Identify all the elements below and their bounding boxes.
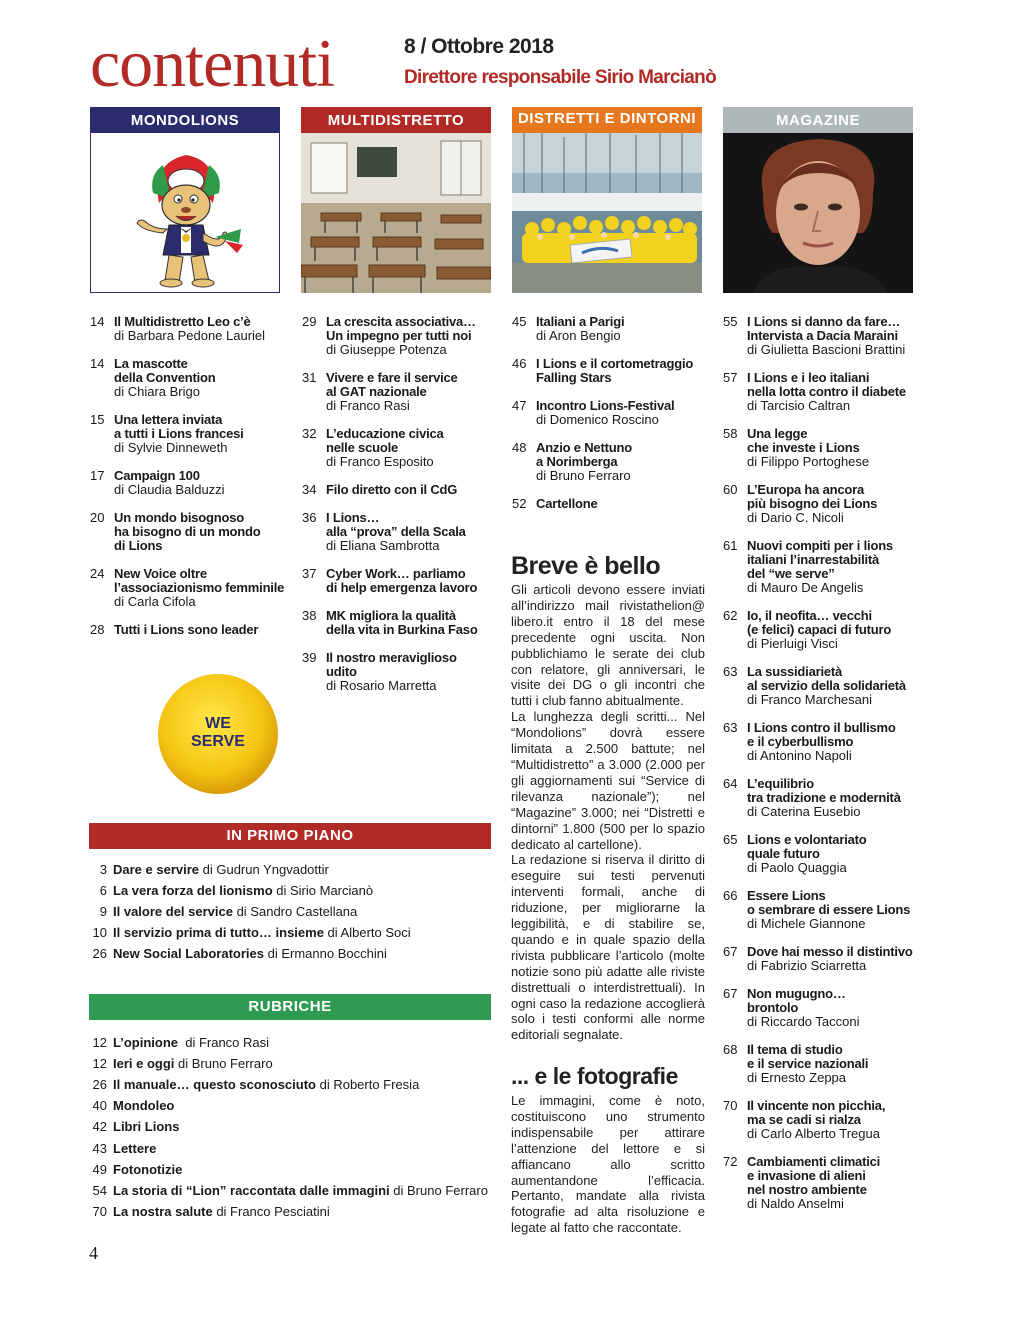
toc-page-number: 37 [302,566,317,581]
toc-article-title: Non mugugno… brontolo [747,986,846,1015]
breve-paragraph: La lunghezza degli scritti... Nel “Mondolions” dovrà essere limitata a 2.500 battute; nel “Multidistretto” a 3.000 (2.000 per gli aggiornamenti sui “Service di rilevanza nazionale”); nel “Magazine” 3.000; nei “Distretti e dintorni” 1.800 (500 per lo spazio dedicato al cartellone). [511,709,705,852]
toc-page-number: 63 [723,664,738,679]
toc-article-title: Nuovi compiti per i lions italiani l’inarrestabilità del “we serve” [747,538,893,581]
toc-page-number: 9 [99,904,107,919]
toc-page-number: 43 [92,1140,107,1156]
toc-item [512,357,717,385]
toc-item [723,945,928,973]
toc-multidistretto [302,315,507,707]
toc-item [302,427,507,469]
toc-article-title: Filo diretto con il CdG [326,482,458,497]
toc-article-title: I Lions contro il bullismo e il cyberbullismo [747,720,896,749]
toc-page-number: 55 [723,314,738,329]
toc-article-title: La sussidiarietà al servizio della solidarietà [747,664,906,693]
toc-article-title: Io, il neofita… vecchi (e felici) capaci di futuro [747,608,892,637]
toc-page-number: 26 [92,946,107,961]
toc-article-author: di Fabrizio Sciarretta [747,958,867,973]
toc-page-number: 72 [723,1154,738,1169]
toc-article-author: di Giulietta Bascioni Brattini [747,342,906,357]
editor-in-chief: Direttore responsabile Sirio Marcianò [404,67,716,88]
breve-paragraph: La redazione si riserva il diritto di eseguire sui testi pervenuti interventi formali, anche di riduzione, per migliorarne la leggibilità, e di stabilire se, quando e in quale spazio della rivista pubblicare l’articolo (molte notizie sono più adatte alle riviste distrettuali o interdistrettuali). In ogni caso la redazione accoglierà solo i testi conformi alle norme editoriali segnalate. [511,852,705,1043]
toc-article-author: di Alberto Soci [323,925,411,940]
page-number: 4 [89,1243,98,1263]
toc-item [90,357,295,399]
toc-article-title: Il nostro meraviglioso udito [326,650,457,679]
we-serve-badge [157,673,279,795]
toc-article-author: di Tarcisio Caltran [747,398,851,413]
toc-article-author: di Franco Rasi [326,398,410,413]
toc-page-number: 20 [90,510,105,525]
toc-article-title: Il manuale… questo sconosciuto [113,1077,316,1093]
toc-article-author: di Naldo Anselmi [747,1196,844,1211]
toc-row [89,1120,509,1140]
toc-row [89,1036,509,1056]
toc-page-number: 63 [723,720,738,735]
toc-item [302,483,507,497]
toc-page-number: 14 [90,356,105,371]
toc-article-title: New Social Laboratories [113,946,264,961]
toc-row [89,1205,509,1225]
lion-mascot-image [90,133,280,293]
toc-page-number: 60 [723,482,738,497]
toc-article-title: I Lions si danno da fare… Intervista a Dacia Maraini [747,314,901,343]
toc-item [302,567,507,595]
toc-article-title: Una legge che investe i Lions [747,426,860,455]
toc-article-title: I Lions e il cortometraggio Falling Stars [536,356,694,385]
toc-page-number: 67 [723,986,738,1001]
toc-row [89,884,509,904]
toc-item [302,651,507,693]
toc-article-title: Incontro Lions-Festival [536,398,675,413]
toc-article-title: L’opinione [113,1035,178,1050]
toc-article-title: Ieri e oggi [113,1056,175,1072]
toc-article-author: di Eliana Sambrotta [326,538,440,553]
toc-distretti [512,315,717,525]
foto-body [511,1093,705,1236]
toc-article-author: di Aron Bengio [536,328,621,343]
toc-article-title: La storia di “Lion” raccontata dalle immagini [113,1182,390,1198]
toc-article-author: di Antonino Napoli [747,748,852,763]
toc-article-title: La crescita associativa… Un impegno per tutti noi [326,314,476,343]
toc-page-number: 70 [92,1203,107,1219]
breve-title: Breve è bello [511,552,661,580]
toc-page-number: 38 [302,608,317,623]
toc-page-number: 29 [302,314,317,329]
toc-article-author: di Caterina Eusebio [747,804,861,819]
toc-item [512,315,717,343]
toc-page-number: 57 [723,370,738,385]
toc-page-number: 14 [90,314,105,329]
toc-row [89,947,509,967]
toc-page-number: 49 [92,1161,107,1177]
toc-row [89,1163,509,1183]
toc-item [723,1099,928,1141]
toc-item [723,371,928,413]
breve-paragraph: Gli articoli devono essere inviati all’indirizzo mail rivistathelion@ libero.it entro il 18 del mese precedente ogni uscita. Non pubblichiamo le serate dei club con relatore, gli anniversari, le visite dei DG o gli incontri che tutti i club fanno abitualmente. [511,582,705,709]
toc-article-author: di Franco Pesciatini [212,1203,330,1219]
toc-item [302,315,507,357]
toc-row [89,1142,509,1162]
toc-article-title: Lettere [113,1140,157,1156]
toc-item [302,371,507,413]
page-title: contenuti [90,25,335,101]
toc-article-title: Il Multidistretto Leo c’è [114,314,251,329]
toc-article-title: Cartellone [536,496,598,511]
toc-article-author: di Bruno Ferraro [174,1056,273,1072]
toc-item [512,497,717,511]
toc-article-title: L’educazione civica nelle scuole [326,426,444,455]
toc-page-number: 61 [723,538,738,553]
toc-page-number: 67 [723,944,738,959]
toc-article-title: Tutti i Lions sono leader [114,622,259,637]
toc-article-author: di Claudia Balduzzi [114,482,225,497]
toc-item [723,833,928,875]
toc-page-number: 46 [512,356,527,371]
toc-page-number: 26 [92,1077,107,1093]
toc-item [723,987,928,1029]
toc-item [723,1155,928,1211]
toc-item [723,1043,928,1085]
toc-article-author: di Barbara Pedone Lauriel [114,328,266,343]
toc-page-number: 58 [723,426,738,441]
section-header-mondolions: MONDOLIONS [90,107,280,133]
toc-article-author: di Dario C. Nicoli [747,510,844,525]
toc-article-title: Un mondo bisognoso ha bisogno di un mondo di Lions [114,510,261,553]
toc-item [90,567,295,609]
toc-page-number: 70 [723,1098,738,1113]
toc-article-title: Lions e volontariato quale futuro [747,832,867,861]
toc-article-author: di Sandro Castellana [232,904,358,919]
toc-article-author: di Pierluigi Visci [747,636,838,651]
toc-article-title: La nostra salute [113,1203,213,1219]
toc-page-number: 48 [512,440,527,455]
toc-page-number: 12 [92,1056,107,1072]
toc-page-number: 34 [302,482,317,497]
toc-item [723,609,928,651]
breve-body [511,582,705,1043]
portrait-photo [723,133,913,293]
foto-title: ... e le fotografie [511,1063,678,1089]
toc-page-number: 6 [99,883,107,898]
toc-page-number: 47 [512,398,527,413]
toc-item [723,777,928,819]
toc-article-author: di Mauro De Angelis [747,580,864,595]
toc-row [89,1099,509,1119]
toc-article-title: Mondoleo [113,1098,175,1114]
toc-article-author: di Domenico Roscino [536,412,659,427]
toc-row [89,863,509,883]
toc-item [512,399,717,427]
toc-article-title: L’equilibrio tra tradizione e modernità [747,776,901,805]
section-header-magazine: MAGAZINE [723,107,913,133]
toc-article-author: di Michele Giannone [747,916,866,931]
toc-page-number: 65 [723,832,738,847]
toc-article-author: di Riccardo Tacconi [747,1014,860,1029]
toc-page-number: 42 [92,1119,107,1135]
toc-page-number: 40 [92,1098,107,1114]
toc-article-title: I Lions e i leo italiani nella lotta contro il diabete [747,370,906,399]
toc-article-author: di Roberto Fresia [315,1077,420,1093]
toc-page-number: 10 [92,925,107,940]
toc-mondolions [90,315,295,651]
toc-article-author: di Carlo Alberto Tregua [747,1126,880,1141]
toc-article-author: di Filippo Portoghese [747,454,870,469]
toc-article-author: di Chiara Brigo [114,384,200,399]
toc-page-number: 31 [302,370,317,385]
toc-article-title: La mascotte della Convention [114,356,216,385]
toc-page-number: 64 [723,776,738,791]
toc-article-title: Dare e servire [113,862,200,877]
group-photo-harbor [512,133,702,293]
toc-article-author: di Ernesto Zeppa [747,1070,847,1085]
toc-page-number: 52 [512,496,527,511]
toc-item [90,511,295,553]
classroom-photo [301,133,491,293]
toc-article-title: La vera forza del lionismo [113,883,273,898]
toc-item [723,721,928,763]
rubriche-header: RUBRICHE [89,994,491,1020]
badge-line-2: SERVE [191,733,245,750]
toc-row [89,1057,509,1077]
toc-article-author: di Paolo Quaggia [747,860,847,875]
toc-article-title: Libri Lions [113,1119,180,1135]
toc-article-title: MK migliora la qualità della vita in Burkina Faso [326,608,478,637]
toc-page-number: 45 [512,314,527,329]
toc-article-title: Il valore del service [113,904,233,919]
toc-article-author: di Sirio Marcianò [272,883,374,898]
toc-page-number: 54 [92,1182,107,1198]
toc-item [90,623,295,637]
toc-item [723,889,928,931]
section-header-distretti: DISTRETTI E DINTORNI [512,107,702,133]
toc-item [723,483,928,525]
toc-item [90,315,295,343]
toc-article-author: di Bruno Ferraro [389,1182,488,1198]
toc-article-title: Il servizio prima di tutto… insieme [113,925,324,940]
toc-article-author: di Franco Esposito [326,454,434,469]
toc-article-author: di Sylvie Dinneweth [114,440,228,455]
toc-article-author: di Carla Cifola [114,594,196,609]
toc-page-number: 15 [90,412,105,427]
toc-page-number: 62 [723,608,738,623]
toc-item [302,609,507,637]
toc-article-title: Italiani a Parigi [536,314,625,329]
toc-article-title: Anzio e Nettuno a Norimberga [536,440,632,469]
toc-article-author: di Rosario Marretta [326,678,437,693]
toc-article-title: Il vincente non picchia, ma se cadi si rialza [747,1098,886,1127]
section-header-multidistretto: MULTIDISTRETTO [301,107,491,133]
toc-article-title: Il tema di studio e il service nazionali [747,1042,869,1071]
toc-page-number: 66 [723,888,738,903]
toc-page-number: 39 [302,650,317,665]
toc-article-author: di Franco Rasi [178,1035,270,1050]
toc-page-number: 28 [90,622,105,637]
toc-article-title: New Voice oltre l’associazionismo femminile [114,566,285,595]
toc-page-number: 68 [723,1042,738,1057]
toc-article-title: Cambiamenti climatici e invasione di alieni nel nostro ambiente [747,1154,881,1197]
toc-page-number: 24 [90,566,105,581]
toc-item [723,539,928,595]
toc-article-title: Una lettera inviata a tutti i Lions francesi [114,412,244,441]
toc-article-title: Cyber Work… parliamo di help emergenza lavoro [326,566,478,595]
toc-item [512,441,717,483]
toc-article-author: di Franco Marchesani [747,692,872,707]
toc-magazine [723,315,928,1225]
toc-page-number: 32 [302,426,317,441]
toc-article-title: Vivere e fare il service al GAT nazionale [326,370,458,399]
toc-article-author: di Giuseppe Potenza [326,342,447,357]
toc-article-title: Dove hai messo il distintivo [747,944,913,959]
toc-page-number: 12 [92,1035,107,1050]
toc-page-number: 17 [90,468,105,483]
toc-article-author: di Ermanno Bocchini [264,946,387,961]
badge-line-1: WE [205,715,231,732]
toc-article-title: Essere Lions o sembrare di essere Lions [747,888,911,917]
toc-page-number: 3 [99,862,107,877]
toc-item [723,665,928,707]
toc-item [90,413,295,455]
toc-row [89,926,509,946]
toc-item [723,427,928,469]
in-primo-piano-header: IN PRIMO PIANO [89,823,491,849]
toc-row [89,1078,509,1098]
toc-article-author: di Gudrun Yngvadottir [199,862,329,877]
toc-row [89,1184,509,1204]
toc-article-title: Campaign 100 [114,468,200,483]
issue-date: 8 / Ottobre 2018 [404,35,554,58]
toc-item [90,469,295,497]
toc-article-title: Fotonotizie [113,1161,183,1177]
toc-article-author: di Bruno Ferraro [536,468,631,483]
toc-row [89,905,509,925]
toc-article-title: I Lions… alla “prova” della Scala [326,510,466,539]
toc-article-title: L’Europa ha ancora più bisogno dei Lions [747,482,878,511]
toc-item [723,315,928,357]
foto-paragraph: Le immagini, come è noto, costituiscono uno strumento indispensabile per attirare l’attenzione del lettore e si affiancano allo scritto aumentandone l’efficacia. Pertanto, mandate alla rivista fotografie ad alta risoluzione e legate al fatto che raccontate. [511,1093,705,1236]
toc-item [302,511,507,553]
toc-page-number: 36 [302,510,317,525]
